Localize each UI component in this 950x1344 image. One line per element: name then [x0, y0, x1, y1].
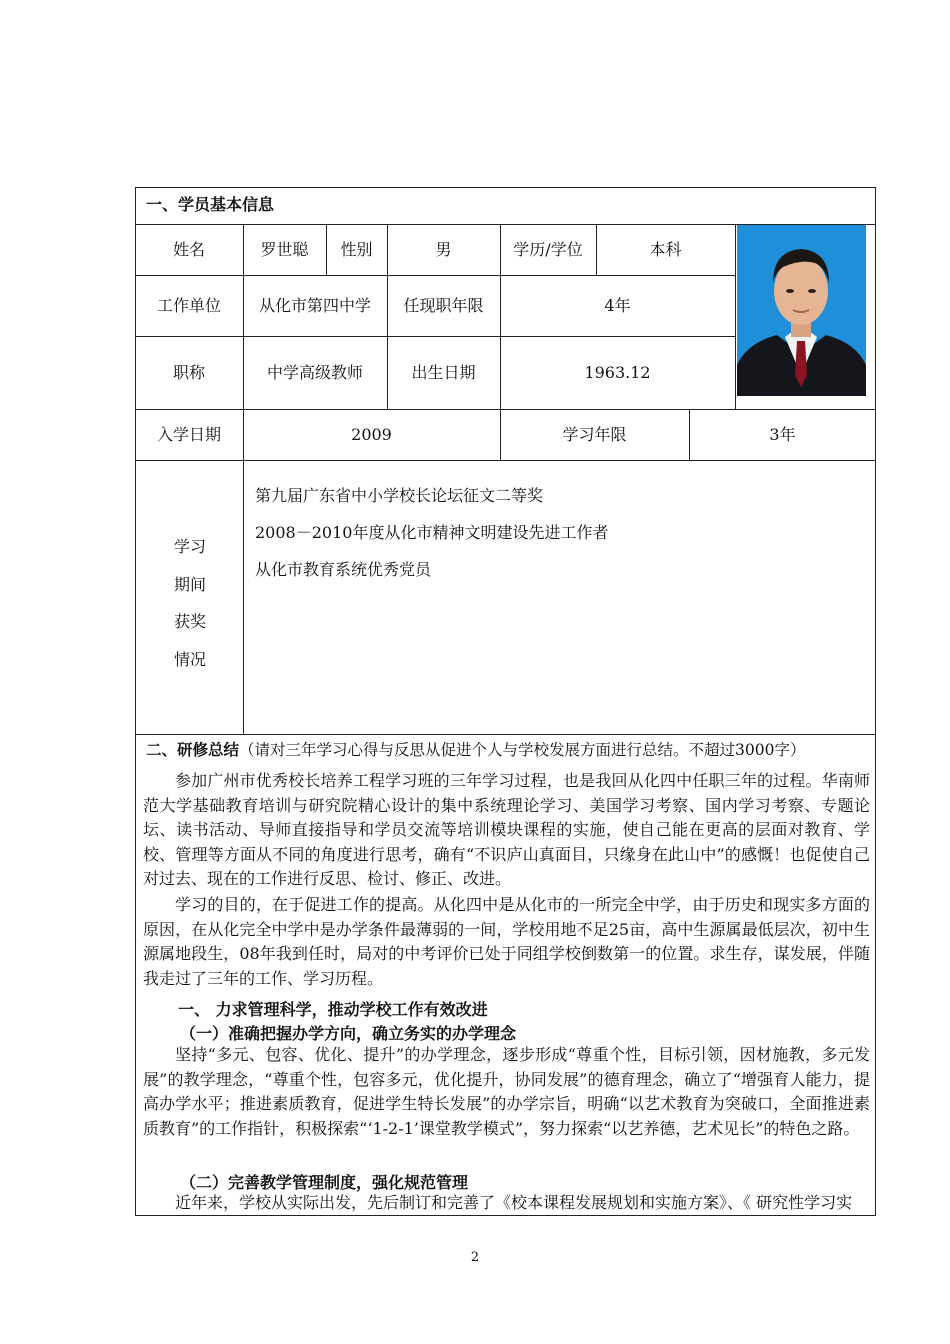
- award-item: 2008－2010年度从化市精神文明建设先进工作者: [255, 523, 609, 542]
- label-study-duration: 学习年限: [562, 424, 627, 444]
- col-divider: [735, 224, 736, 409]
- award-item: 从化市教育系统优秀党员: [255, 560, 432, 579]
- value-name: 罗世聪: [260, 239, 309, 259]
- label-birth-date: 出生日期: [411, 362, 476, 382]
- label-awards-line: 获奖: [173, 612, 206, 631]
- label-awards: [160, 528, 220, 678]
- summary-note: （请对三年学习心得与反思从促进个人与学校发展方面进行总结。不超过3000字）: [239, 741, 806, 759]
- label-awards-line: 情况: [173, 649, 206, 669]
- summary-paragraph-2: [143, 893, 870, 991]
- award-item: 第九届广东省中小学校长论坛征文二等奖: [255, 486, 544, 505]
- value-study-duration: 3年: [769, 424, 796, 444]
- label-title: 职称: [172, 362, 205, 382]
- portrait-image: [737, 225, 866, 396]
- student-photo: [737, 225, 866, 396]
- page-number: 2: [470, 1250, 480, 1265]
- value-title: 中学高级教师: [266, 362, 363, 382]
- summary-paragraph-4: [143, 1191, 870, 1215]
- heading-level-2: （二）完善教学管理制度，强化规范管理: [180, 1173, 469, 1192]
- value-enroll-date: 2009: [351, 424, 392, 444]
- value-gender: 男: [435, 239, 452, 259]
- row-divider: [135, 460, 876, 461]
- label-education: 学历/学位: [513, 239, 583, 259]
- summary-title: 二、研修总结: [146, 740, 240, 759]
- summary-paragraph-1: [143, 769, 870, 892]
- label-gender: 性别: [340, 239, 373, 259]
- value-education: 本科: [649, 239, 682, 259]
- value-tenure: 4年: [604, 295, 631, 315]
- paragraph-text: 坚持“多元、包容、优化、提升”的办学理念，逐步形成“尊重个性，目标引领，因材施教，多元发展”的教学理念，“尊重个性，包容多元，优化提升，协同发展”的德育理念，确立了“增强育人能力，提高办学水平；推进素质教育，促进学生特长发展”的办学宗旨，明确“以艺术教育为突破口，全面推进素质教育”的工作指针，积极探索“‘1-2-1’课堂教学模式”，努力探索“以艺养德，艺术见长”的特色之路。: [143, 1045, 870, 1138]
- value-work-unit: 从化市第四中学: [258, 295, 371, 315]
- paragraph-text: 参加广州市优秀校长培养工程学习班的三年学习过程，也是我回从化四中任职三年的过程。华南师范大学基础教育培训与研究院精心设计的集中系统理论学习、美国学习考察、国内学习考察、专题论坛、读书活动、导师直接指导和学员交流等培训模块课程的实施，使自己能在更高的层面对教育、学校、管理等方面从不同的角度进行思考，确有“不识庐山真面目，只缘身在此山中”的感慨！也促使自己对过去、现在的工作进行反思、检讨、修正、改进。: [143, 771, 870, 889]
- label-awards-line: 学习: [173, 537, 206, 556]
- value-birth-date: 1963.12: [584, 362, 651, 382]
- summary-paragraph-3: [143, 1043, 870, 1141]
- heading-level-2: （一）准确把握办学方向，确立务实的办学理念: [180, 1024, 517, 1043]
- awards-list: [255, 477, 608, 588]
- row-divider: [135, 734, 876, 735]
- label-awards-line: 期间: [173, 574, 206, 594]
- paragraph-text: 学习的目的，在于促进工作的提高。从化四中是从化市的一所完全中学，由于历史和现实多方面的原因，在从化完全中学中是办学条件最薄弱的一间，学校用地不足25亩，高中生源属最低层次，初中生源属地段生，08年我到任时，局对的中考评价已处于同组学校倒数第一的位置。求生存，谋发展，伴随我走过了三年的工作、学习历程。: [143, 895, 870, 988]
- label-tenure: 任现职年限: [403, 295, 484, 315]
- heading-level-1: 一、 力求管理科学，推动学校工作有效改进: [178, 1000, 488, 1019]
- paragraph-text: 近年来，学校从实际出发，先后制订和完善了《校本课程发展规划和实施方案》、《 研究性学习实: [175, 1193, 853, 1212]
- section-title-basic-info: 一、学员基本信息: [146, 195, 275, 214]
- label-enroll-date: 入学日期: [156, 424, 221, 444]
- label-work-unit: 工作单位: [156, 295, 221, 315]
- section-title-summary: [146, 738, 805, 760]
- label-name: 姓名: [172, 239, 205, 259]
